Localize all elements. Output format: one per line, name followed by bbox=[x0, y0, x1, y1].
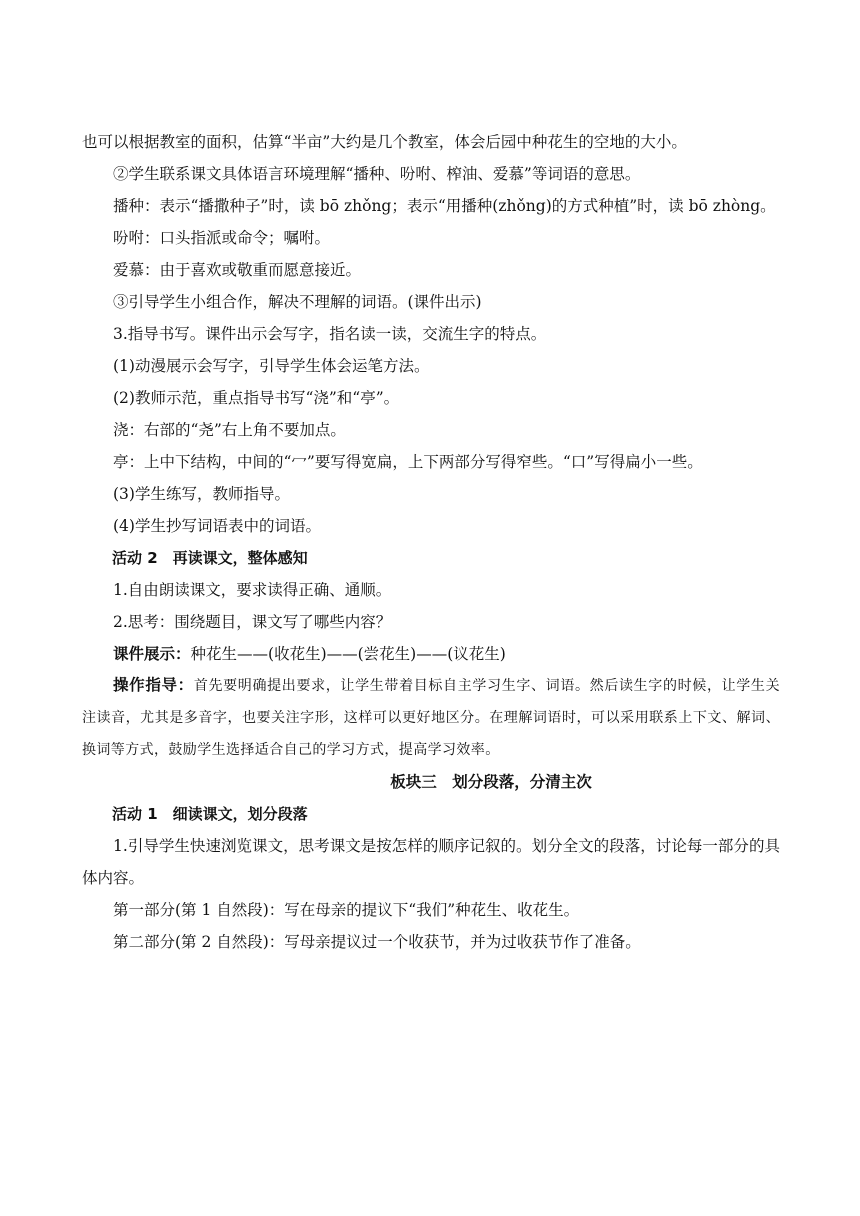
paragraph: 2.思考：围绕题目，课文写了哪些内容？ bbox=[113, 613, 392, 631]
paragraph: 3.指导书写。课件出示会写字，指名读一读，交流生字的特点。 bbox=[113, 325, 547, 343]
activity-heading: 活动 2 再读课文，整体感知 bbox=[112, 549, 308, 567]
document-page bbox=[82, 126, 780, 958]
guide-paragraph bbox=[82, 670, 780, 766]
paragraph: 第二部分(第 2 自然段)：写母亲提议过一个收获节，并为过收获节作了准备。 bbox=[113, 933, 641, 951]
paragraph: 吩咐：口头指派或命令；嘱咐。 bbox=[113, 229, 331, 247]
courseware-text: 种花生——(收花生)——(尝花生)——(议花生) bbox=[190, 645, 506, 663]
paragraph: 爱慕：由于喜欢或敬重而愿意接近。 bbox=[113, 261, 362, 279]
paragraph: 播种：表示“播撒种子”时，读 bō zhǒng；表示“用播种(zhǒng)的方式种植”时，读 bō zhòng。 bbox=[113, 197, 776, 215]
paragraph: (3)学生练写，教师指导。 bbox=[113, 485, 290, 503]
paragraph: 也可以根据教室的面积，估算“半亩”大约是几个教室，体会后园中种花生的空地的大小。 bbox=[82, 133, 687, 151]
guide-label: 操作指导： bbox=[113, 676, 194, 694]
paragraph: (1)动漫展示会写字，引导学生体会运笔方法。 bbox=[113, 357, 430, 375]
section-title: 板块三 划分段落，分清主次 bbox=[390, 773, 592, 791]
paragraph: (2)教师示范，重点指导书写“浇”和“亭”。 bbox=[113, 389, 400, 407]
activity-heading: 活动 1 细读课文，划分段落 bbox=[112, 805, 308, 823]
paragraph: ②学生联系课文具体语言环境理解“播种、吩咐、榨油、爱慕”等词语的意思。 bbox=[113, 165, 641, 183]
paragraph: 第一部分(第 1 自然段)：写在母亲的提议下“我们”种花生、收花生。 bbox=[113, 901, 580, 919]
paragraph: 浇：右部的“尧”右上角不要加点。 bbox=[113, 421, 346, 439]
paragraph: ③引导学生小组合作，解决不理解的词语。(课件出示) bbox=[113, 293, 482, 311]
guide-text: 首先要明确提出要求，让学生带着目标自主学习生字、词语。然后读生字的时候，让学生关注读音，尤其是多音字，也要关注字形，这样可以更好地区分。在理解词语时，可以采用联系上下文、解词、换词等方式，鼓励学生选择适合自己的学习方式，提高学习效率。 bbox=[82, 678, 780, 758]
paragraph: 亭：上中下结构，中间的“冖”要写得宽扁，上下两部分写得窄些。“口”写得扁小一些。 bbox=[113, 453, 703, 471]
paragraph: (4)学生抄写词语表中的词语。 bbox=[113, 517, 321, 535]
courseware-label: 课件展示： bbox=[113, 645, 191, 663]
paragraph: 1.自由朗读课文，要求读得正确、通顺。 bbox=[113, 581, 392, 599]
paragraph: 1.引导学生快速浏览课文，思考课文是按怎样的顺序记叙的。划分全文的段落，讨论每一部分的具体内容。 bbox=[82, 837, 780, 887]
courseware-paragraph bbox=[82, 638, 780, 670]
